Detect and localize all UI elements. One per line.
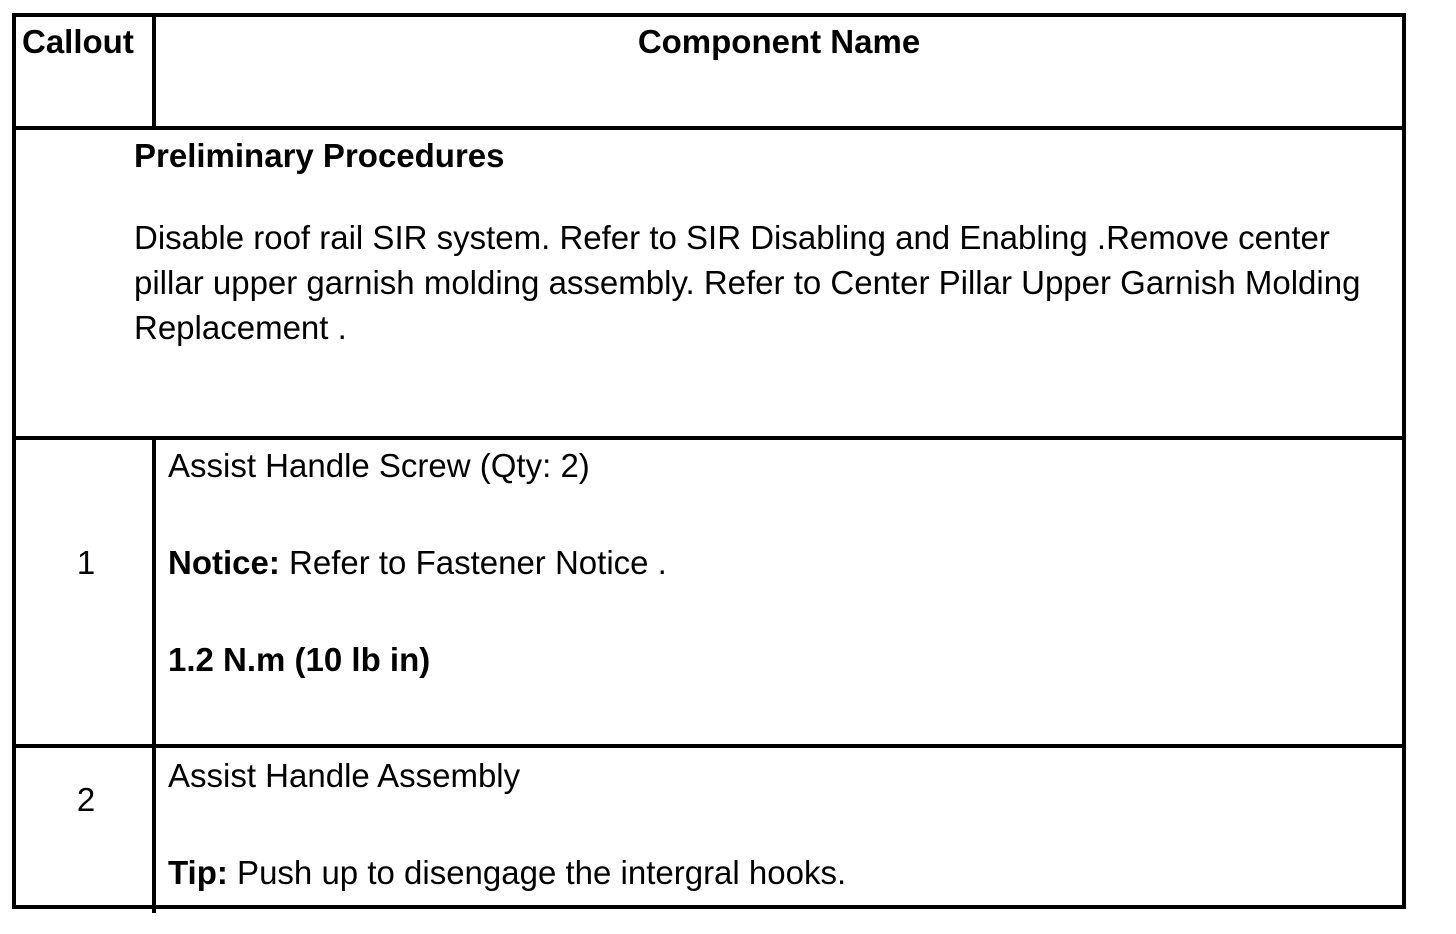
row1-callout: 1: [76, 544, 96, 581]
notice-text: Refer to Fastener Notice .: [279, 544, 667, 581]
preliminary-title: Preliminary Procedures: [134, 137, 505, 174]
row1-bottom-border: [16, 744, 1402, 748]
notice-label: Notice:: [168, 544, 280, 581]
component-name-header: Component Name: [637, 23, 921, 60]
callout-header: Callout: [22, 23, 134, 60]
preliminary-body: Disable roof rail SIR system. Refer to SIR Disabling and Enabling .Remove center pillar upper garnish molding assembly. Refer to Center Pillar Upper Garnish Molding Replacement .: [134, 219, 1361, 346]
row1-column-divider: [152, 436, 156, 748]
row2-tip: [168, 854, 1394, 892]
row2-callout: 2: [76, 781, 96, 818]
row2-component-name: Assist Handle Assembly: [168, 757, 521, 794]
tip-text: Push up to disengage the intergral hooks.: [227, 854, 847, 891]
row1-notice: [168, 544, 1394, 582]
preliminary-bottom-border: [16, 436, 1402, 440]
row1-component-name: Assist Handle Screw (Qty: 2): [168, 447, 590, 484]
row2-column-divider: [152, 744, 156, 913]
tip-label: Tip:: [168, 854, 228, 891]
preliminary-procedures: [134, 137, 1394, 350]
row1-torque: 1.2 N.m (10 lb in): [168, 641, 431, 678]
header-bottom-border: [16, 126, 1402, 130]
row2-component: [168, 757, 1394, 892]
procedure-table: [12, 13, 1406, 909]
row1-component: [168, 447, 1394, 679]
